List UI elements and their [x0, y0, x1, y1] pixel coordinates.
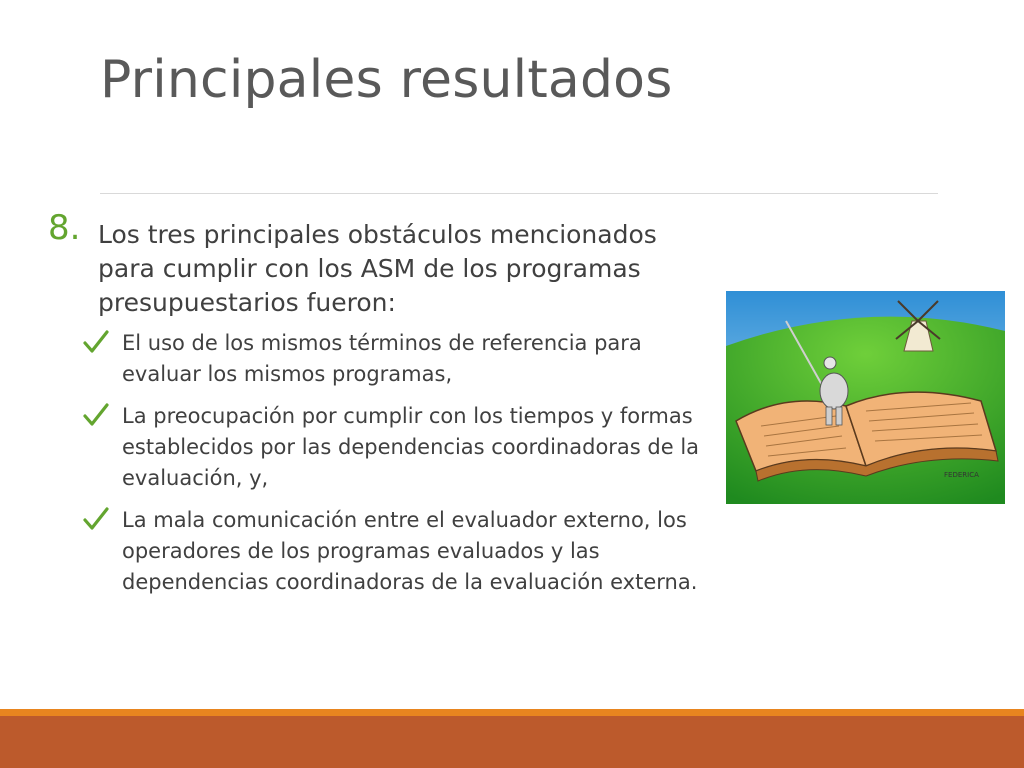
list-item-text: La mala comunicación entre el evaluador externo, los operadores de los programas evaluados y las dependencias coordinadoras de la evaluación externa. — [122, 508, 698, 594]
checkmark-icon — [83, 403, 109, 427]
list-item — [80, 401, 710, 494]
main-point-number: 8. — [48, 208, 81, 248]
list-item-text: El uso de los mismos términos de referencia para evaluar los mismos programas, — [122, 331, 642, 386]
main-point-text: Los tres principales obstáculos mencionados para cumplir con los ASM de los programas presupuestarios fueron: — [98, 220, 657, 317]
checkmark-icon — [83, 507, 109, 531]
list-item — [80, 328, 710, 390]
illustration-signature: FEDERICA — [944, 471, 979, 479]
footer-bar — [0, 716, 1024, 768]
list-item — [80, 505, 710, 598]
checkmark-icon — [83, 330, 109, 354]
don-quixote-book-illustration — [726, 291, 1005, 504]
slide-title: Principales resultados — [100, 50, 673, 110]
footer-accent-bar — [0, 709, 1024, 716]
title-divider — [100, 193, 938, 194]
obstacle-list — [80, 328, 710, 609]
list-item-text: La preocupación por cumplir con los tiempos y formas establecidos por las dependencias coordinadoras de la evaluación, y, — [122, 404, 700, 490]
